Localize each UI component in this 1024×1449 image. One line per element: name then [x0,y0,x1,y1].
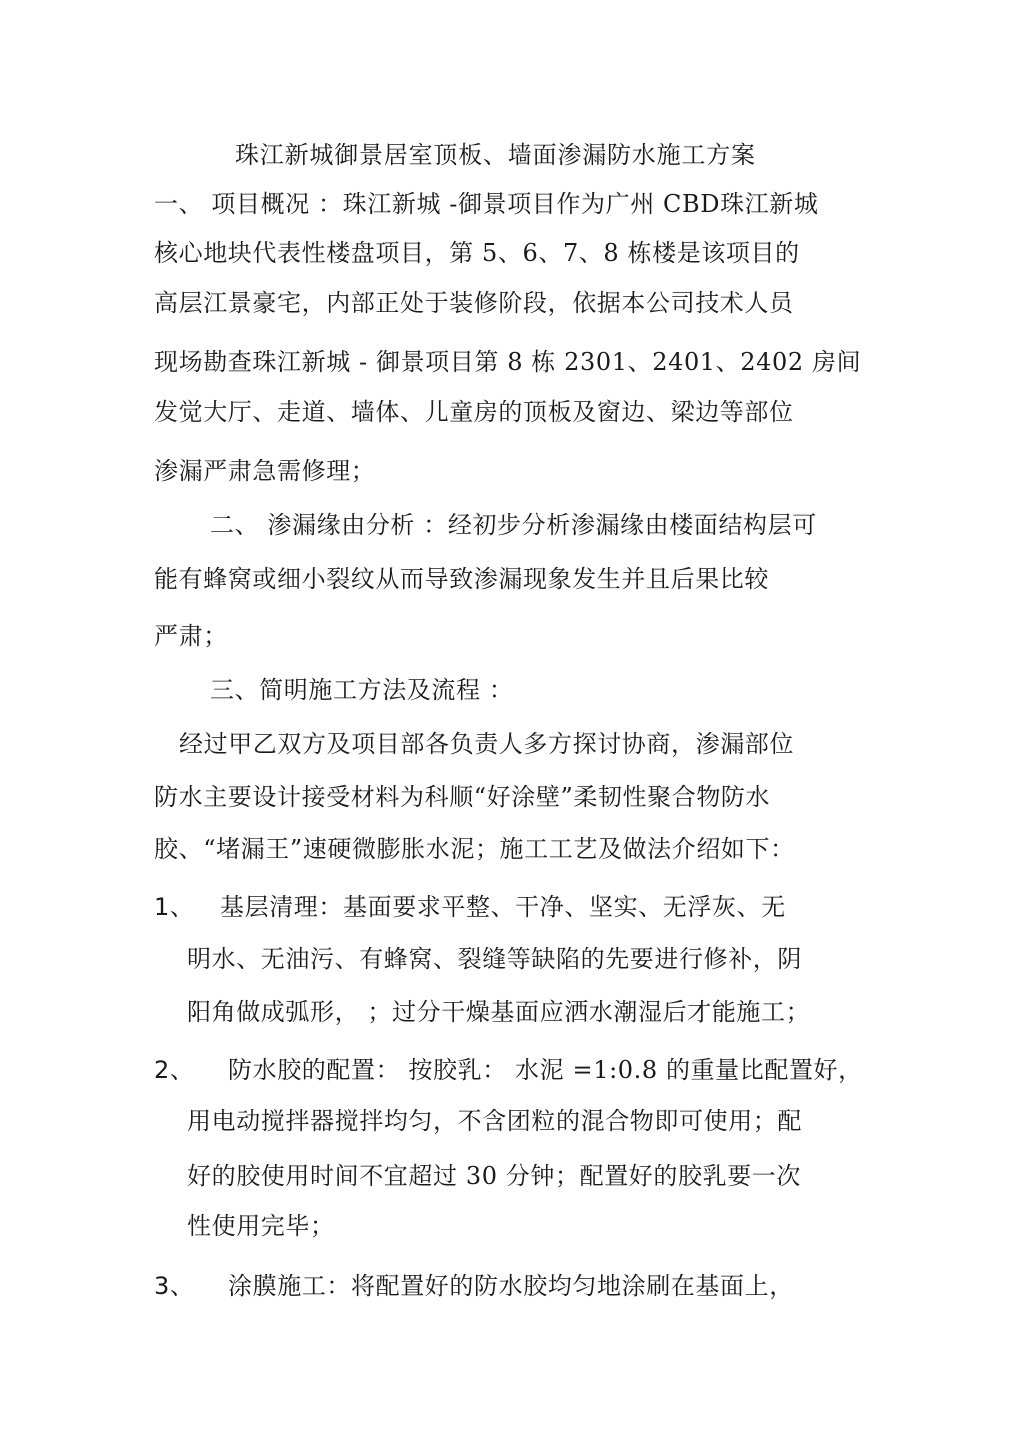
section1-line-1: 一、 项目概况 ：珠江新城 -御景项目作为广州 CBD珠江新城 [154,190,819,218]
section2-line-1: 二、 渗漏缘由分析 ：经初步分析渗漏缘由楼面结构层可 [210,511,817,539]
step-2-line-4: 性使用完毕； [187,1212,335,1240]
step-1-line-3: 阳角做成弧形， ；过分干燥基面应洒水潮湿后才能施工； [187,998,811,1026]
step-1-line-2: 明水、无油污、有蜂窝、裂缝等缺陷的先要进行修补，阴 [187,945,802,973]
step-2-number: 2、 [154,1056,195,1084]
section1-line-5: 发觉大厅、走道、墙体、儿童房的顶板及窗边、梁边等部位 [154,398,794,426]
section1-line-3: 高层江景豪宅，内部正处于装修阶段，依据本公司技术人员 [154,289,794,317]
section3-intro-line-3: 胶、“堵漏王”速硬微膨胀水泥；施工工艺及做法介绍如下： [154,835,795,863]
document-title: 珠江新城御景居室顶板、墙面渗漏防水施工方案 [235,141,756,169]
step-3-number: 3、 [154,1272,195,1300]
section3-intro-line-2: 防水主要设计接受材料为科顺“好涂壁”柔韧性聚合物防水 [154,783,771,811]
step-2-line-2: 用电动搅拌器搅拌均匀，不含团粒的混合物即可使用；配 [187,1107,802,1135]
section1-line-4: 现场勘查珠江新城 - 御景项目第 8 栋 2301、2401、2402 房间 [154,348,862,376]
section3-heading: 三、简明施工方法及流程 ： [210,676,514,704]
section1-line-6: 渗漏严肃急需修理； [154,457,376,485]
section2-line-2: 能有蜂窝或细小裂纹从而导致渗漏现象发生并且后果比较 [154,565,769,593]
step-1-number: 1、 [154,893,195,921]
step-2-line-3: 好的胶使用时间不宜超过 30 分钟；配置好的胶乳要一次 [187,1162,801,1190]
step-1-line-1: 基层清理：基面要求平整、干净、坚实、无浮灰、无 [220,893,786,921]
step-3-line-1: 涂膜施工：将配置好的防水胶均匀地涂刷在基面上， [228,1272,794,1300]
step-2-line-1: 防水胶的配置： 按胶乳： 水泥 =1:0.8 的重量比配置好， [228,1056,863,1084]
section2-line-3: 严肃； [154,622,228,650]
section1-line-2: 核心地块代表性楼盘项目，第 5、6、7、8 栋楼是该项目的 [154,239,800,267]
section3-intro-line-1: 经过甲乙双方及项目部各负责人多方探讨协商，渗漏部位 [179,730,794,758]
